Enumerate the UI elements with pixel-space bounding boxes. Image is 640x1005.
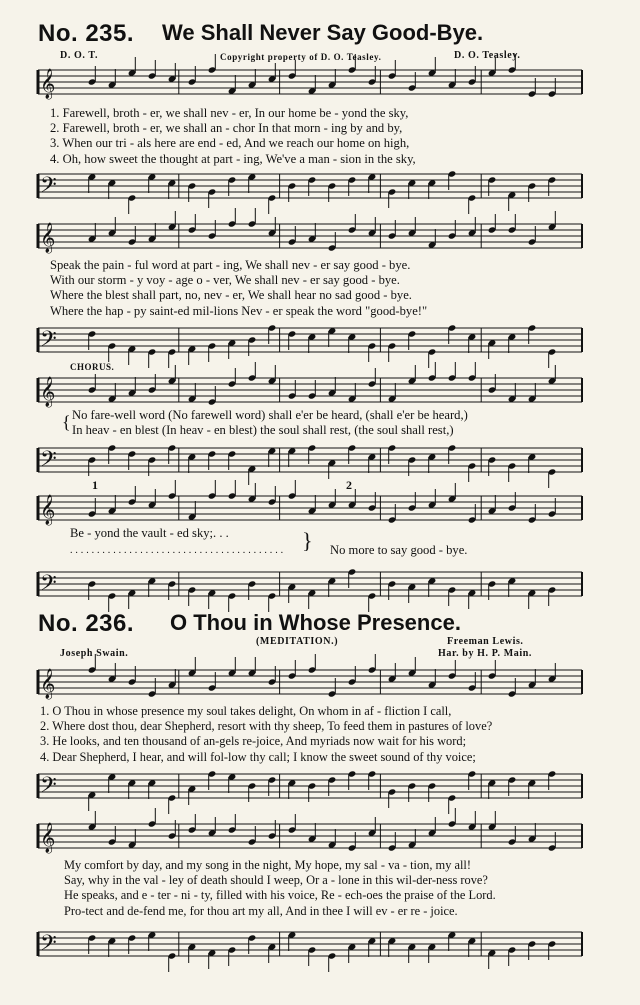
treble-clef-icon: 𝄞: [40, 669, 56, 699]
treble-clef-icon: 𝄞: [40, 69, 56, 99]
verse-line: My comfort by day, and my song in the night, My hope, my sal - va - tion, my all!: [64, 858, 471, 872]
music-staff: [0, 490, 640, 530]
verse-line: 2. Where dost thou, dear Shepherd, resort with thy sheep, To feed them in pastures of love?: [40, 719, 493, 734]
verse-line: 3. He looks, and ten thousand of an-gels re-joice, And myriads now wait for his word;: [40, 734, 467, 749]
verse-line: 4. Dear Shepherd, I hear, and will fol-low thy call; I know the sweet sound of thy voice;: [40, 749, 476, 764]
hymn-subtitle: (MEDITATION.): [256, 636, 339, 647]
second-ending-lyrics: No more to say good - bye.: [330, 543, 468, 557]
verse-line: Say, why in the val - ley of death should I weep, Or a - lone in this wil-der-ness rove?: [64, 873, 488, 888]
treble-clef-icon: 𝄞: [40, 823, 56, 853]
hymn-title: We Shall Never Say Good-Bye.: [162, 20, 484, 45]
verse-line: 1. O Thou in whose presence my soul takes delight, On whom in af - fliction I call,: [40, 704, 452, 718]
treble-clef-icon: 𝄞: [40, 377, 56, 407]
lyricist: D. O. T.: [60, 50, 99, 61]
hymn-number: No. 236.: [38, 610, 135, 637]
lyricist: Joseph Swain.: [60, 648, 129, 659]
first-ending-label: 1: [92, 478, 99, 492]
music-staff: [0, 768, 640, 808]
verse-line: Where the hap - py saint-ed mil-lions Nev - er speak the word "good-bye!": [50, 303, 428, 318]
music-staff: [0, 218, 640, 258]
bass-clef-icon: 𝄢: [40, 327, 57, 357]
music-staff: [0, 818, 640, 858]
music-staff: [0, 64, 640, 104]
hymn-235-verses-part1: [50, 106, 590, 167]
verse-line: 3. When our tri - als here are end - ed, And we reach our home on high,: [50, 136, 410, 151]
bass-clef-icon: 𝄢: [40, 173, 57, 203]
hymn-236-verses-part2: [64, 858, 604, 919]
verse-line: Pro-tect and de-fend me, for thou art my all, And in thee I will ev - er re - joice.: [64, 903, 458, 918]
verse-line: With our storm - y voy - age o - ver, We shall nev - er say good - bye.: [50, 273, 400, 288]
chorus-lyrics: [72, 408, 612, 438]
music-staff: [0, 168, 640, 208]
verse-line: 2. Farewell, broth - er, we shall an - chor In that morn - ing by and by,: [50, 121, 403, 136]
music-staff: [0, 664, 640, 704]
verse-line: He speaks, and e - ter - ni - ty, filled with his voice, Re - ech-oes the praise of the Lord.: [64, 888, 496, 903]
chorus-line: In heav - en blest (In heav - en blest) the soul shall rest, (the soul shall rest,): [72, 423, 454, 438]
music-staff: [0, 926, 640, 966]
verse-line: 1. Farewell, broth - er, we shall nev - er, In our home be - yond the sky,: [50, 106, 409, 120]
music-staff: [0, 372, 640, 412]
hymn-235-verses-part2: [50, 258, 590, 319]
bass-clef-icon: 𝄢: [40, 571, 57, 601]
verse-line: 4. Oh, how sweet the thought at part - ing, We've a man - sion in the sky,: [50, 151, 416, 166]
bass-clef-icon: 𝄢: [40, 931, 57, 961]
composer: D. O. Teasley.: [454, 50, 521, 61]
ending-brace: }: [302, 528, 313, 553]
verse-line: Speak the pain - ful word at part - ing, We shall nev - er say good - bye.: [50, 258, 411, 272]
chorus-brace: {: [62, 412, 71, 432]
treble-clef-icon: 𝄞: [40, 495, 56, 525]
composer: Freeman Lewis.: [447, 636, 524, 647]
treble-clef-icon: 𝄞: [40, 223, 56, 253]
music-staff: [0, 322, 640, 362]
bass-clef-icon: 𝄢: [40, 773, 57, 803]
hymn-number: No. 235.: [38, 20, 135, 47]
chorus-label: CHORUS.: [70, 362, 115, 372]
chorus-line: No fare-well word (No farewell word) shall e'er be heard, (shall e'er be heard,): [72, 408, 468, 422]
hymn-236-verses-part1: [40, 704, 580, 765]
music-staff: [0, 566, 640, 606]
second-ending-label: 2: [346, 478, 353, 492]
copyright-notice: Copyright property of D. O. Teasley.: [220, 52, 382, 62]
arranger: Har. by H. P. Main.: [438, 648, 533, 659]
verse-line: Where the blest shall part, no, nev - er, We shall hear no sad good - bye.: [50, 288, 412, 303]
hymn-title: O Thou in Whose Presence.: [170, 610, 461, 635]
music-staff: [0, 442, 640, 482]
bass-clef-icon: 𝄢: [40, 447, 57, 477]
ending-dots: . . . . . . . . . . . . . . . . . . . . . . . . . . . . . . . . . . . . . . . .: [70, 545, 284, 556]
first-ending-lyrics: Be - yond the vault - ed sky;. . .: [70, 526, 229, 540]
